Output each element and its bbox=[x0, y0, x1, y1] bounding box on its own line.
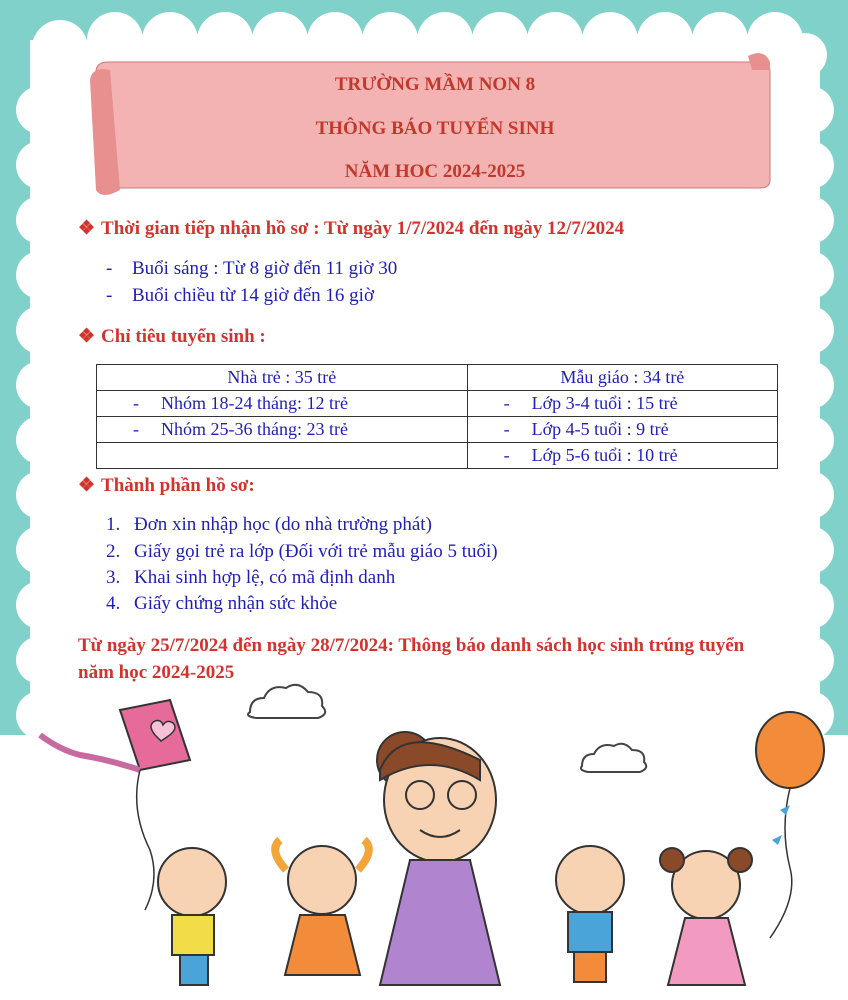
section-documents-title: Thành phần hồ sơ: bbox=[101, 475, 255, 496]
section-documents-heading bbox=[78, 474, 255, 497]
section-time-heading bbox=[78, 217, 624, 240]
diamond-bullet-icon: ❖ bbox=[78, 218, 96, 239]
table-cell: - Lớp 4-5 tuổi : 9 trẻ bbox=[467, 417, 777, 443]
table-row bbox=[97, 417, 778, 443]
diamond-bullet-icon: ❖ bbox=[78, 326, 96, 347]
section-time-title: Thời gian tiếp nhận hồ sơ : Từ ngày 1/7/2024 đến ngày 12/7/2024 bbox=[101, 218, 625, 239]
table-cell: - Lớp 5-6 tuổi : 10 trẻ bbox=[467, 443, 777, 469]
notice-title: THÔNG BÁO TUYỂN SINH bbox=[315, 118, 555, 139]
table-cell: - Nhóm 25-36 tháng: 23 trẻ bbox=[97, 417, 468, 443]
list-item: 1. Đơn xin nhập học (do nhà trường phát) bbox=[106, 514, 432, 535]
diamond-bullet-icon: ❖ bbox=[78, 475, 96, 496]
school-name: TRƯỜNG MẦM NON 8 bbox=[334, 74, 536, 95]
list-item: 2. Giấy gọi trẻ ra lớp (Đối với trẻ mẫu giáo 5 tuổi) bbox=[106, 541, 498, 562]
list-item: 3. Khai sinh hợp lệ, có mã định danh bbox=[106, 567, 396, 588]
quota-table bbox=[96, 364, 778, 469]
results-announcement: Từ ngày 25/7/2024 đến ngày 28/7/2024: Thông báo danh sách học sinh trúng tuyển năm học 2024-2025 bbox=[78, 635, 745, 683]
section-quota-heading bbox=[78, 325, 266, 348]
list-item: 4. Giấy chứng nhận sức khỏe bbox=[106, 593, 338, 614]
list-item: - Buổi chiều từ 14 giờ đến 16 giờ bbox=[106, 285, 375, 306]
table-row bbox=[97, 443, 778, 469]
table-cell bbox=[97, 443, 468, 469]
school-year: NĂM HOC 2024-2025 bbox=[344, 161, 526, 182]
table-cell: - Nhóm 18-24 tháng: 12 trẻ bbox=[97, 391, 468, 417]
table-header-cell: Mẫu giáo : 34 trẻ bbox=[467, 365, 777, 391]
table-row bbox=[97, 391, 778, 417]
table-row bbox=[97, 365, 778, 391]
list-item: - Buổi sáng : Từ 8 giờ đến 11 giờ 30 bbox=[106, 258, 398, 279]
table-header-cell: Nhà trẻ : 35 trẻ bbox=[97, 365, 468, 391]
section-quota-title: Chỉ tiêu tuyển sinh : bbox=[101, 326, 266, 347]
table-cell: - Lớp 3-4 tuổi : 15 trẻ bbox=[467, 391, 777, 417]
